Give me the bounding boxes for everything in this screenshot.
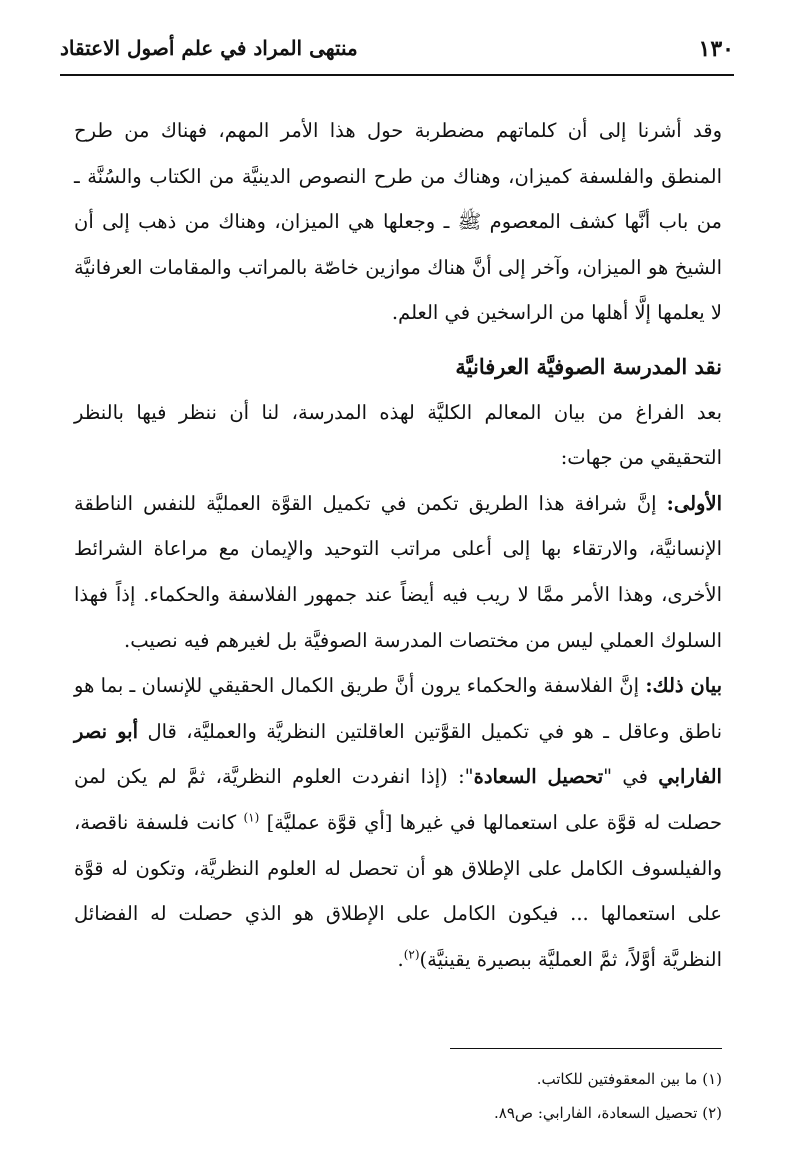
first-point-text: إنَّ شرافة هذا الطريق تكمن في تكميل القوَّة العمليَّة للنفس الناطقة الإنسانيَّة، والارتقاء بها إلى أعلى مراتب التوحيد والإيمان مع مراعاة الشرائط الأخرى، وهذا الأمر ممَّا لا ريب فيه أيضاً عند جمهور الفلاسفة والحكماء. إذاً فهذا السلوك العملي ليس من مختصات المدرسة الصوفيَّة بل لغيرهم فيه نصيب. xyxy=(74,491,722,652)
explanation-text-1: إنَّ الفلاسفة والحكماء يرون أنَّ طريق الكمال الحقيقي للإنسان ـ بما هو ناطق وعاقل ـ هو في تكميل القوَّتين العاقلتين النظريَّة والعمليَّة، قال xyxy=(74,674,722,743)
first-point-lead: الأولى: xyxy=(666,491,722,515)
explanation-text-3: ": (إذا انفردت العلوم النظريَّة، ثمَّ لم يكن لمن حصلت له قوَّة على استعمالها في غيرها [أي قوَّة عمليَّة] xyxy=(74,765,722,834)
explanation-paragraph xyxy=(74,663,722,982)
footnote-marker-2[interactable]: (٢) xyxy=(403,947,420,962)
running-title: منتهى المراد في علم أصول الاعتقاد xyxy=(60,36,358,60)
explanation-text-5: . xyxy=(397,947,404,971)
page-number: ١٣٠ xyxy=(698,36,734,62)
footnote-marker-1[interactable]: (١) xyxy=(243,810,260,825)
book-title: تحصيل السعادة xyxy=(473,765,604,789)
section-heading: نقد المدرسة الصوفيَّة العرفانيَّة xyxy=(455,353,722,379)
section-intro-paragraph: بعد الفراغ من بيان المعالم الكليَّة لهذه المدرسة، لنا أن ننظر فيها بالنظر التحقيقي من جهات: xyxy=(74,400,722,470)
first-point-paragraph xyxy=(74,481,722,663)
explanation-text-2: في " xyxy=(603,765,659,789)
explanation-lead: بيان ذلك: xyxy=(645,674,723,698)
intro-paragraph: وقد أشرنا إلى أن كلماتهم مضطربة حول هذا الأمر المهم، فهناك من طرح المنطق والفلسفة كميزان، وهناك من طرح النصوص الدينيَّة من الكتاب والسُنَّة ـ من باب أنَّها كشف المعصوم ﷺ ـ وجعلها هي الميزان، وهناك من ذهب إلى أن الشيخ هو الميزان، وآخر إلى أنَّ هناك موازين خاصّة بالمراتب والمقامات العرفانيَّة لا يعلمها إلَّا أهلها من الراسخين في العلم. xyxy=(74,119,722,325)
explanation-text-4: كانت فلسفة ناقصة، والفيلسوف الكامل على الإطلاق هو أن تحصل له العلوم النظريَّة، وتكون له قوَّة على استعمالها ... فيكون الكامل على الإطلاق هو الذي حصلت له الفضائل النظريَّة أوَّلاً، ثمَّ العمليَّة ببصيرة يقينيَّة) xyxy=(74,810,722,971)
footnotes xyxy=(74,1062,722,1130)
main-text xyxy=(74,108,722,982)
footnote-separator xyxy=(450,1048,722,1049)
page-header xyxy=(60,30,734,76)
paragraph-spacer xyxy=(74,336,722,344)
footnote-2: (٢) تحصيل السعادة، الفارابي: ص٨٩. xyxy=(494,1104,722,1122)
author-name: أبو نصر الفارابي xyxy=(74,719,722,789)
footnote-1: (١) ما بين المعقوفتين للكاتب. xyxy=(536,1070,722,1088)
